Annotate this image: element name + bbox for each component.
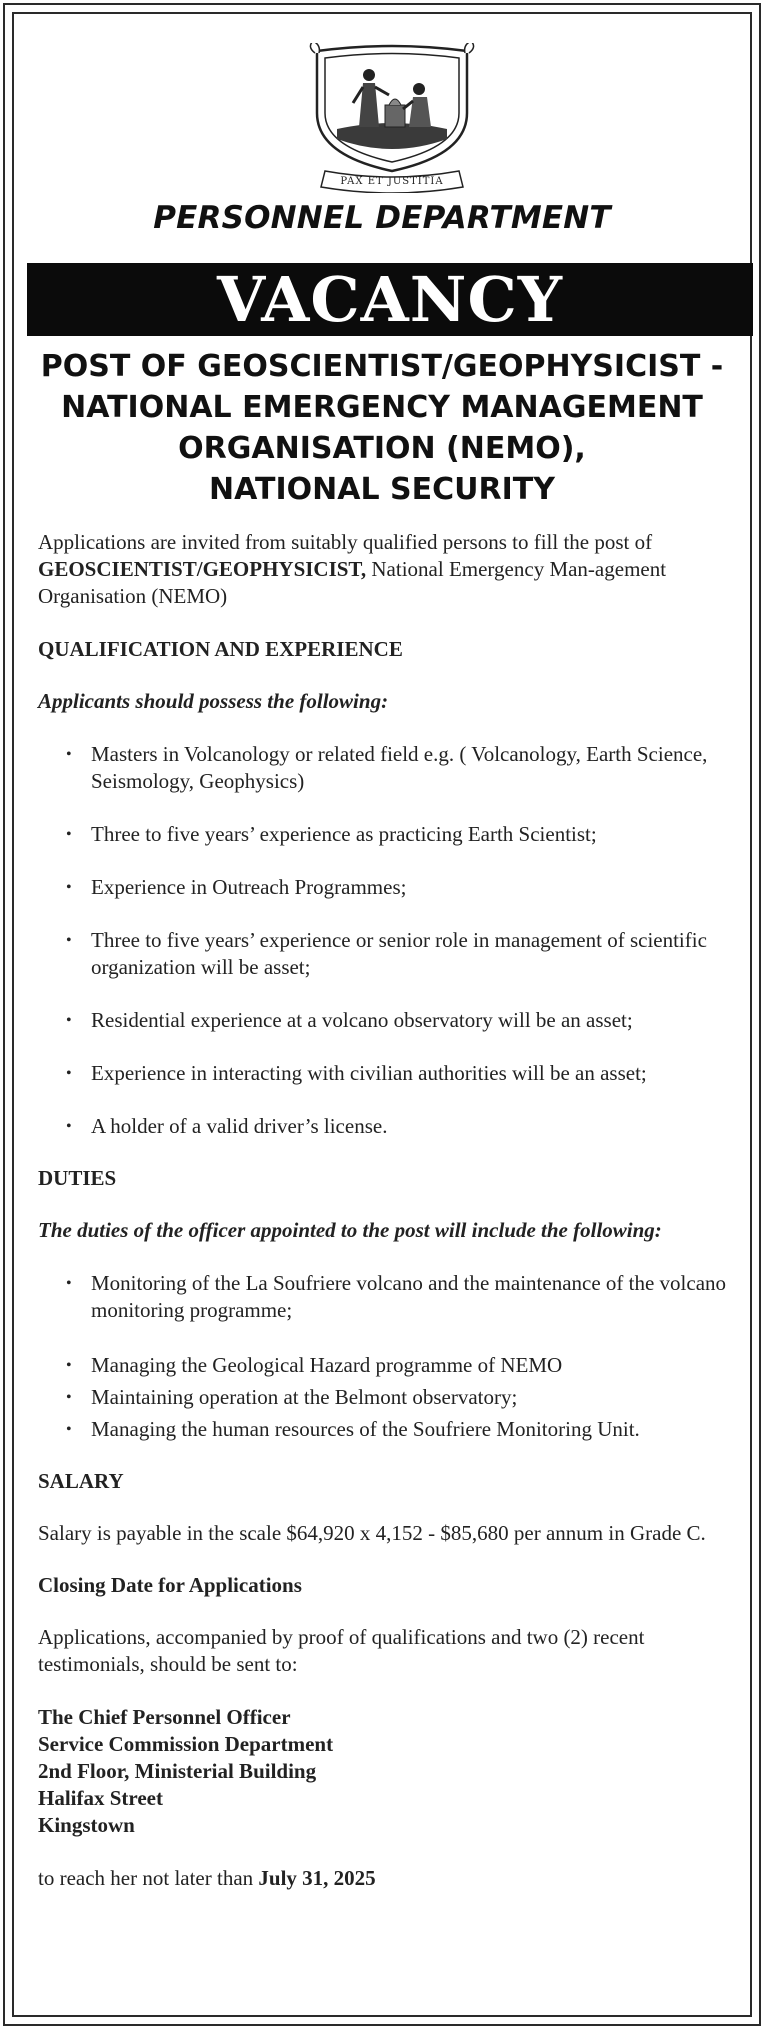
vacancy-banner: VACANCY [27, 263, 753, 336]
mailing-address [38, 1704, 744, 1839]
salary-text: Salary is payable in the scale $64,920 x 4,152 - $85,680 per annum in Grade C. [38, 1521, 706, 1545]
list-item: • Residential experience at a volcano observatory will be an asset; [38, 1007, 744, 1034]
post-title-line: NATIONAL EMERGENCY MANAGEMENT [61, 390, 703, 425]
coat-of-arms-emblem [297, 43, 487, 193]
deadline-date: July 31, 2025 [258, 1866, 376, 1890]
list-item: • Maintaining operation at the Belmont observatory; [38, 1384, 744, 1411]
post-title-line: ORGANISATION (NEMO), [178, 431, 586, 466]
list-item: • Managing the Geological Hazard programme of NEMO [38, 1352, 744, 1379]
intro-paragraph [38, 529, 744, 610]
duties-subheading: The duties of the officer appointed to the post will include the following: [38, 1218, 662, 1242]
list-item: • A holder of a valid driver’s license. [38, 1113, 744, 1140]
department-title: PERSONNEL DEPARTMENT [153, 200, 611, 236]
post-title-line: POST OF GEOSCIENTIST/GEOPHYSICIST - [40, 349, 724, 384]
post-title [14, 346, 750, 510]
list-item: • Managing the human resources of the Soufriere Monitoring Unit. [38, 1416, 744, 1443]
list-item: • Three to five years’ experience as practicing Earth Scientist; [38, 821, 744, 848]
qualifications-heading: QUALIFICATION AND EXPERIENCE [38, 637, 403, 661]
closing-heading: Closing Date for Applications [38, 1573, 302, 1597]
address-line: Service Commission Department [38, 1732, 334, 1756]
deadline-line [38, 1865, 744, 1892]
notice-page [12, 12, 752, 2017]
qualifications-subheading: Applicants should possess the following: [38, 689, 389, 713]
deadline-lead: to reach her not later than [38, 1866, 259, 1890]
salary-heading: SALARY [38, 1469, 124, 1493]
address-line: The Chief Personnel Officer [38, 1705, 291, 1729]
list-item: • Masters in Volcanology or related field e.g. ( Volcanology, Earth Science, Seismology, Geophysics) [38, 741, 744, 795]
list-item: • Experience in interacting with civilian authorities will be an asset; [38, 1060, 744, 1087]
motto-scroll-text: PAX ET JUSTITIA [340, 176, 444, 187]
duties-heading: DUTIES [38, 1166, 117, 1190]
post-title-line: NATIONAL SECURITY [209, 472, 555, 507]
address-line: 2nd Floor, Ministerial Building [38, 1759, 317, 1783]
intro-tail: National Emergency Man-agement Organisation (NEMO) [38, 557, 667, 608]
address-line: Kingstown [38, 1813, 135, 1837]
intro-post-name: GEOSCIENTIST/GEOPHYSICIST, [38, 557, 367, 581]
notice-body [38, 529, 744, 1892]
intro-lead: Applications are invited from suitably qualified persons to fill the post of [38, 530, 653, 554]
list-item: • Experience in Outreach Programmes; [38, 874, 744, 901]
list-item: • Three to five years’ experience or senior role in management of scientific organization will be asset; [38, 927, 744, 981]
qualifications-list [38, 741, 744, 1140]
address-line: Halifax Street [38, 1786, 163, 1810]
list-item: • Monitoring of the La Soufriere volcano and the maintenance of the volcano monitoring programme; [38, 1270, 744, 1324]
closing-text: Applications, accompanied by proof of qualifications and two (2) recent testimonials, should be sent to: [38, 1625, 645, 1676]
duties-list [38, 1270, 744, 1443]
